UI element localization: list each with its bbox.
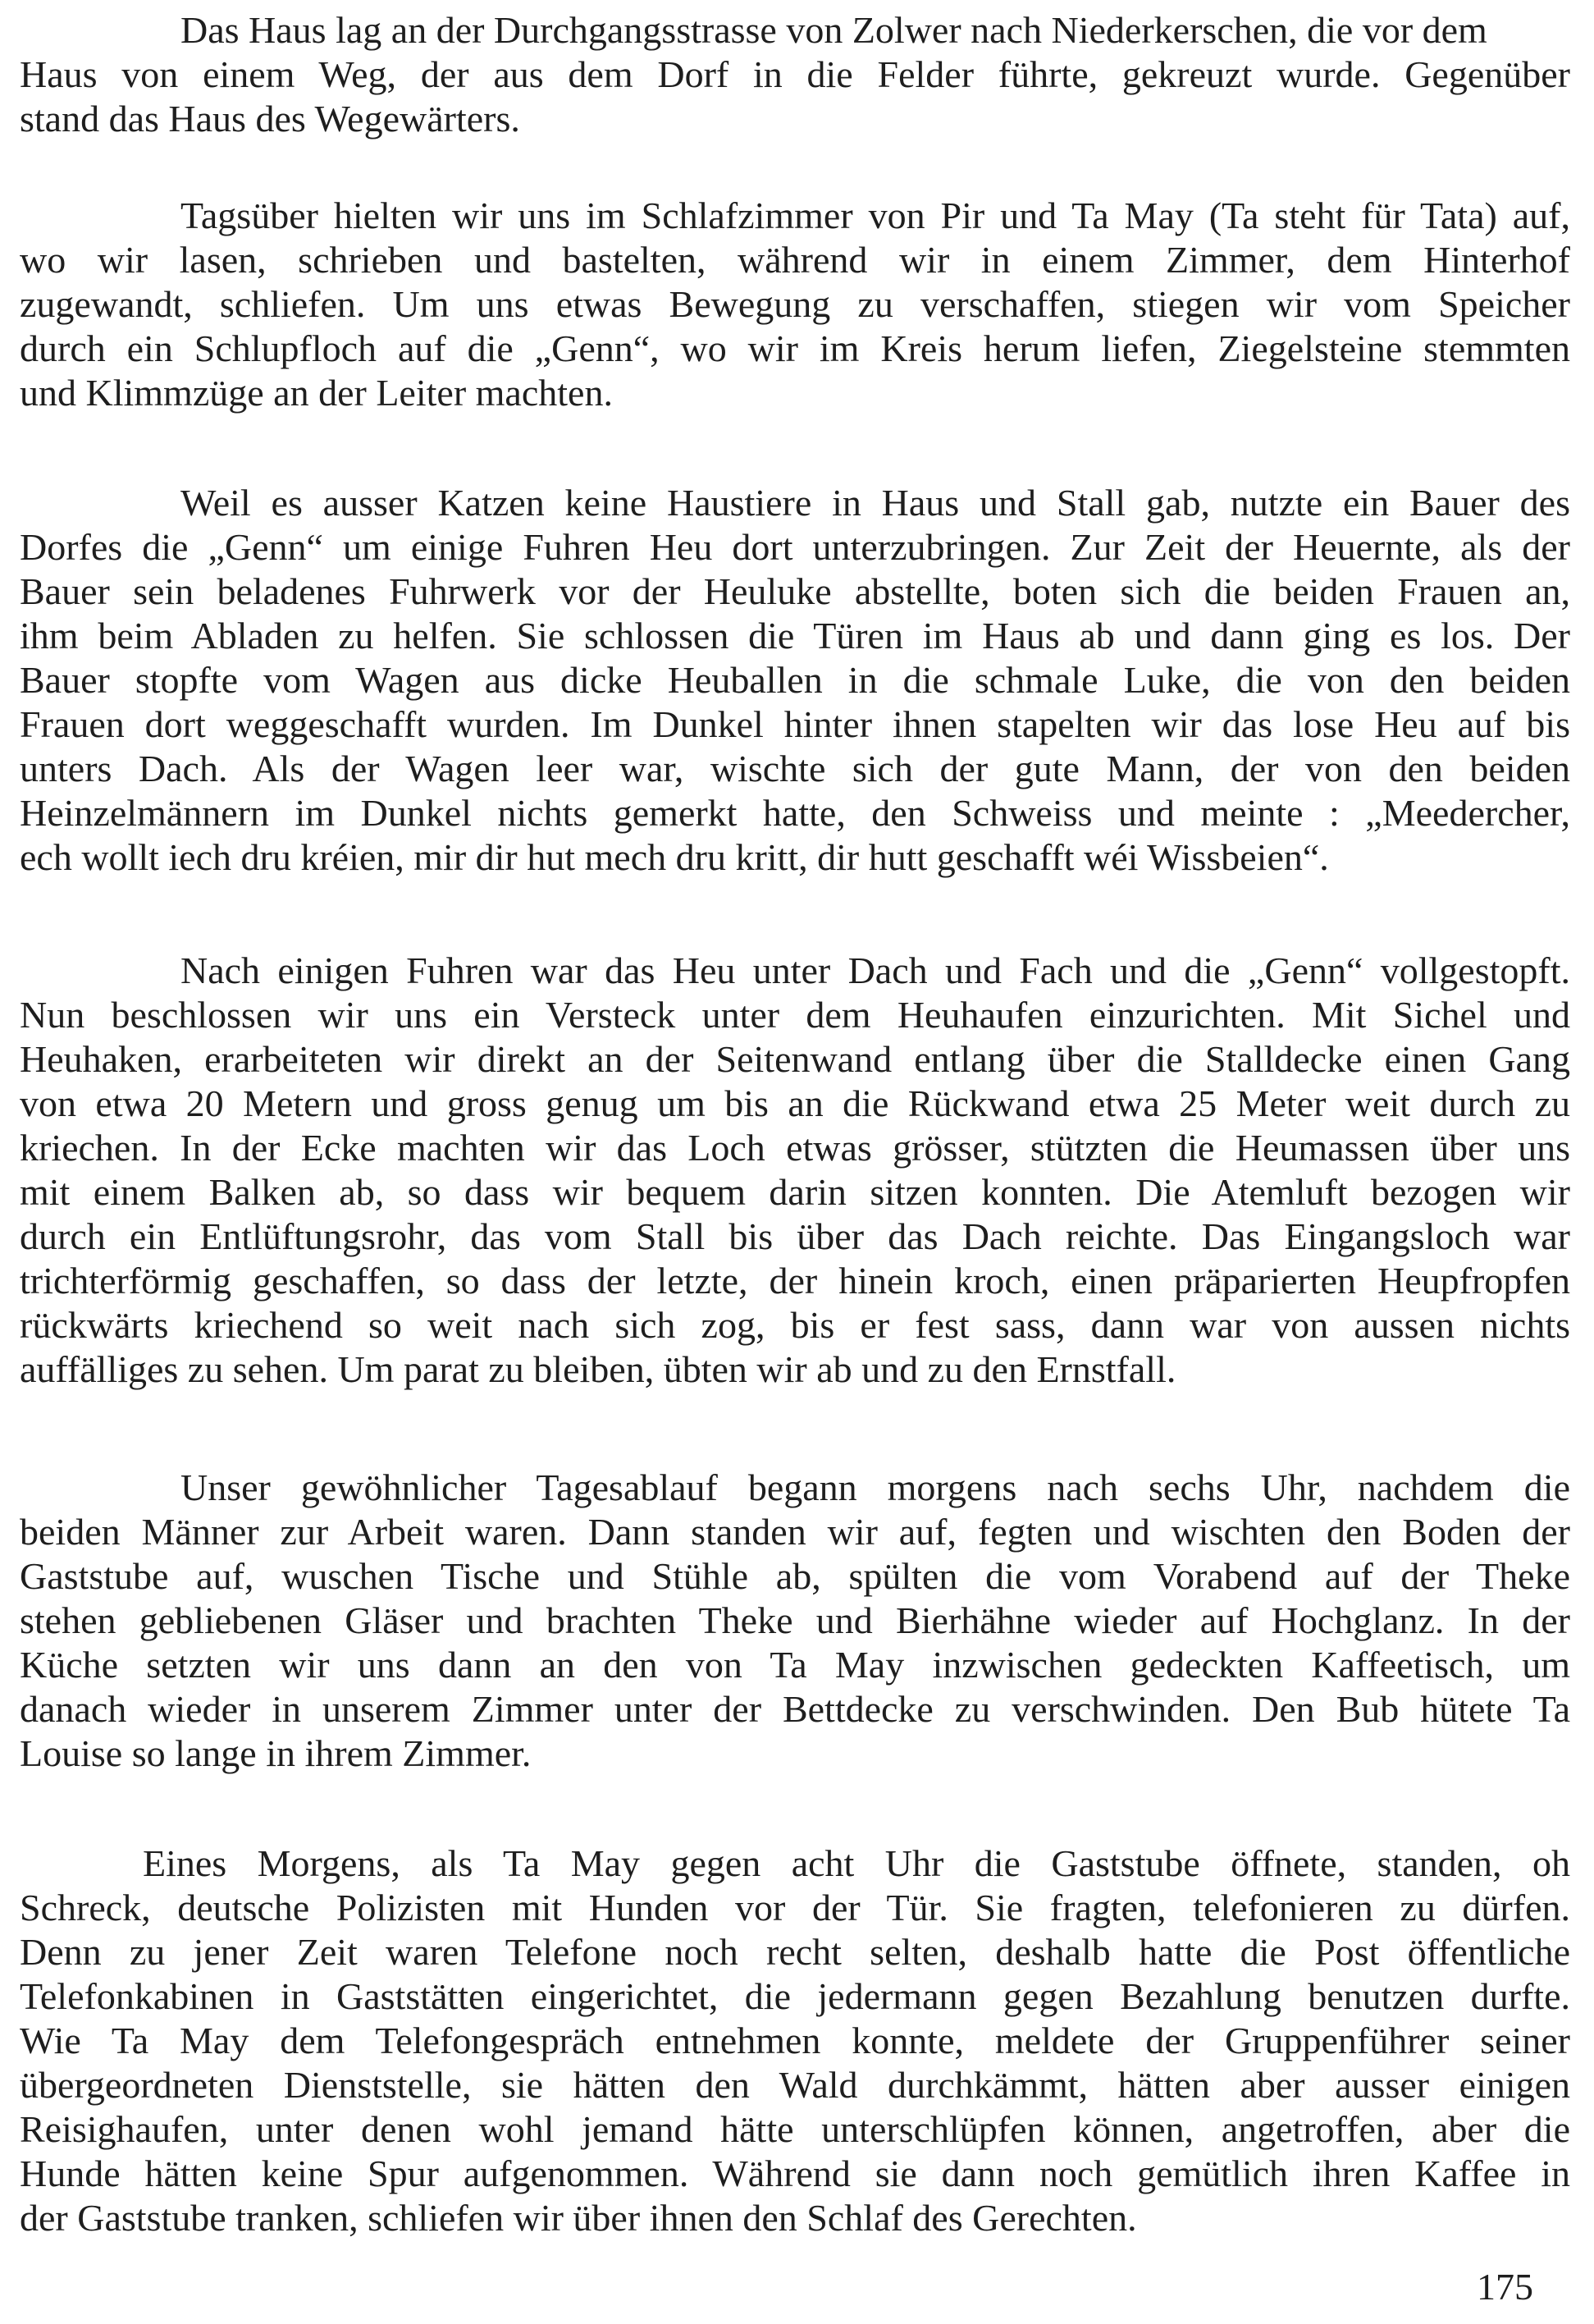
text-line: durch ein Entlüftungsrohr, das vom Stall bis über das Dach reichte. Das Eingangsloch war <box>20 1215 1570 1257</box>
text-line: kriechen. In der Ecke machten wir das Loch etwas grösser, stützten die Heumassen über uns <box>20 1127 1570 1169</box>
page-number: 175 <box>1477 2266 1533 2308</box>
text-line: Reisighaufen, unter denen wohl jemand hätte unterschlüpfen können, angetroffen, aber die <box>20 2108 1570 2150</box>
text-line: durch ein Schlupfloch auf die „Genn“, wo wir im Kreis herum liefen, Ziegelsteine stemmten <box>20 327 1570 369</box>
text-line: übergeordneten Dienststelle, sie hätten den Wald durchkämmt, hätten aber ausser einigen <box>20 2064 1570 2106</box>
text-line: Hunde hätten keine Spur aufgenommen. Während sie dann noch gemütlich ihren Kaffee in <box>20 2152 1570 2194</box>
text-line: ech wollt iech dru kréien, mir dir hut mech dru kritt, dir hutt geschafft wéi Wissbeien“. <box>20 836 1329 878</box>
text-line: Nun beschlossen wir uns ein Versteck unter dem Heuhaufen einzurichten. Mit Sichel und <box>20 994 1570 1036</box>
text-line: Haus von einem Weg, der aus dem Dorf in die Felder führte, gekreuzt wurde. Gegenüber <box>20 53 1570 95</box>
text-line: Bauer stopfte vom Wagen aus dicke Heuballen in die schmale Luke, die von den beiden <box>20 659 1570 701</box>
paragraph-2 <box>20 194 1570 415</box>
text-line: Telefonkabinen in Gaststätten eingerichtet, die jedermann gegen Bezahlung benutzen durfte. <box>20 1975 1570 2017</box>
text-line: von etwa 20 Metern und gross genug um bis an die Rückwand etwa 25 Meter weit durch zu <box>20 1082 1570 1124</box>
text-line: der Gaststube tranken, schliefen wir über ihnen den Schlaf des Gerechten. <box>20 2197 1137 2239</box>
text-line: Weil es ausser Katzen keine Haustiere in Haus und Stall gab, nutzte ein Bauer des <box>180 482 1570 524</box>
text-line: stand das Haus des Wegewärters. <box>20 98 520 140</box>
text-line: Heinzelmännern im Dunkel nichts gemerkt hatte, den Schweiss und meinte : „Meedercher, <box>20 792 1570 834</box>
text-line: Dorfes die „Genn“ um einige Fuhren Heu dort unterzubringen. Zur Zeit der Heuernte, als der <box>20 526 1570 568</box>
text-line: Nach einigen Fuhren war das Heu unter Dach und Fach und die „Genn“ vollgestopft. <box>180 949 1570 991</box>
text-line: unters Dach. Als der Wagen leer war, wischte sich der gute Mann, der von den beiden <box>20 748 1570 789</box>
text-line: Denn zu jener Zeit waren Telefone noch recht selten, deshalb hatte die Post öffentliche <box>20 1931 1570 1973</box>
text-line: zugewandt, schliefen. Um uns etwas Bewegung zu verschaffen, stiegen wir vom Speicher <box>20 283 1570 325</box>
text-line: Unser gewöhnlicher Tagesablauf begann morgens nach sechs Uhr, nachdem die <box>180 1466 1570 1508</box>
text-line: und Klimmzüge an der Leiter machten. <box>20 372 613 414</box>
text-line: Küche setzten wir uns dann an den von Ta May inzwischen gedeckten Kaffeetisch, um <box>20 1644 1570 1686</box>
text-line: rückwärts kriechend so weit nach sich zog, bis er fest sass, dann war von aussen nichts <box>20 1304 1570 1346</box>
paragraph-1 <box>20 8 1570 141</box>
text-line: danach wieder in unserem Zimmer unter der Bettdecke zu verschwinden. Den Bub hütete Ta <box>20 1688 1570 1730</box>
text-line: Louise so lange in ihrem Zimmer. <box>20 1732 532 1774</box>
text-line: Das Haus lag an der Durchgangsstrasse von Zolwer nach Niederkerschen, die vor dem <box>180 9 1487 51</box>
paragraph-5 <box>20 1466 1570 1776</box>
text-line: wo wir lasen, schrieben und bastelten, während wir in einem Zimmer, dem Hinterhof <box>20 239 1570 281</box>
paragraph-6 <box>20 1841 1570 2240</box>
paragraph-3 <box>20 481 1570 880</box>
text-line: auffälliges zu sehen. Um parat zu bleiben, übten wir ab und zu den Ernstfall. <box>20 1348 1176 1390</box>
text-line: Schreck, deutsche Polizisten mit Hunden vor der Tür. Sie fragten, telefonieren zu dürfen. <box>20 1887 1570 1928</box>
text-line: beiden Männer zur Arbeit waren. Dann standen wir auf, fegten und wischten den Boden der <box>20 1511 1570 1553</box>
text-line: stehen gebliebenen Gläser und brachten Theke und Bierhähne wieder auf Hochglanz. In der <box>20 1599 1570 1641</box>
text-line: Bauer sein beladenes Fuhrwerk vor der Heuluke abstellte, boten sich die beiden Frauen an, <box>20 570 1570 612</box>
text-line: Wie Ta May dem Telefongespräch entnehmen konnte, meldete der Gruppenführer seiner <box>20 2020 1570 2061</box>
text-line: Gaststube auf, wuschen Tische und Stühle ab, spülten die vom Vorabend auf der Theke <box>20 1555 1570 1597</box>
text-line: Heuhaken, erarbeiteten wir direkt an der Seitenwand entlang über die Stalldecke einen Gang <box>20 1038 1570 1080</box>
text-line: ihm beim Abladen zu helfen. Sie schlossen die Türen im Haus ab und dann ging es los. Der <box>20 615 1570 656</box>
text-line: mit einem Balken ab, so dass wir bequem darin sitzen konnten. Die Atemluft bezogen wir <box>20 1171 1570 1213</box>
text-line: Tagsüber hielten wir uns im Schlafzimmer von Pir und Ta May (Ta steht für Tata) auf, <box>180 194 1570 236</box>
text-line: trichterförmig geschaffen, so dass der letzte, der hinein kroch, einen präparierten Heupfropfen <box>20 1260 1570 1302</box>
text-line: Eines Morgens, als Ta May gegen acht Uhr die Gaststube öffnete, standen, oh <box>143 1842 1570 1884</box>
paragraph-4 <box>20 949 1570 1392</box>
text-line: Frauen dort weggeschafft wurden. Im Dunkel hinter ihnen stapelten wir das lose Heu auf bis <box>20 703 1570 745</box>
